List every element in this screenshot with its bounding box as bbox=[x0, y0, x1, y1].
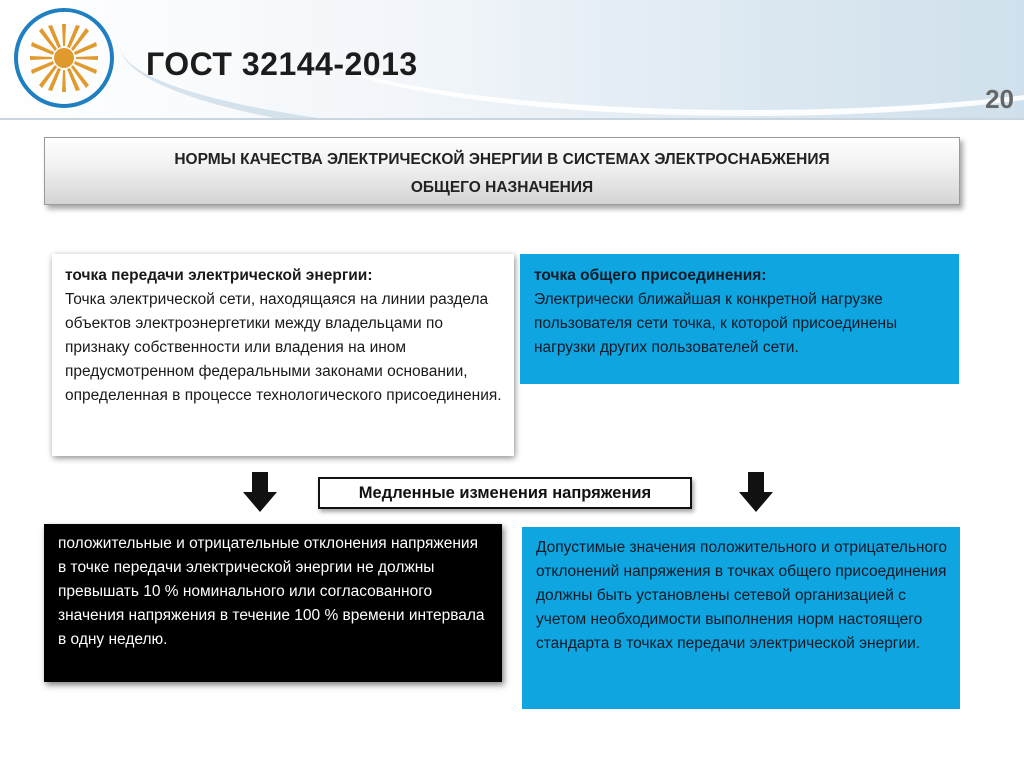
common-coupling-requirement: Допустимые значения положительного и отрицательного отклонений напряжения в точках общего присоединения должны быть установлены сетевой организацией с учетом необходимости выполнения норм настоящего стандарта в точках передачи электрической энергии. bbox=[522, 527, 960, 709]
page-title: ГОСТ 32144-2013 bbox=[146, 46, 418, 82]
slow-voltage-changes-label: Медленные изменения напряжения bbox=[318, 477, 692, 509]
common-coupling-definition bbox=[520, 254, 959, 384]
sun-logo-icon bbox=[12, 6, 116, 110]
section-heading bbox=[44, 137, 960, 205]
arrow-down-icon bbox=[243, 472, 277, 512]
common-coupling-term: точка общего присоединения: bbox=[534, 267, 767, 284]
transfer-point-text: Точка электрической сети, находящаяся на линии раздела объектов электроэнергетики между владельцами по признаку собственности или владения на ином предусмотренном федеральными законами основании, определенная в процессе технологического присоединения. bbox=[65, 291, 502, 404]
section-heading-line2: ОБЩЕГО НАЗНАЧЕНИЯ bbox=[410, 179, 594, 196]
header-divider bbox=[0, 118, 1024, 120]
section-heading-line1: НОРМЫ КАЧЕСТВА ЭЛЕКТРИЧЕСКОЙ ЭНЕРГИИ В СИСТЕМАХ ЭЛЕКТРОСНАБЖЕНИЯ bbox=[174, 151, 830, 168]
common-coupling-text: Электрически ближайшая к конкретной нагрузке пользователя сети точка, к которой присоединены нагрузки других пользователей сети. bbox=[534, 291, 898, 356]
arrow-down-icon bbox=[739, 472, 773, 512]
page-number: 20 bbox=[985, 84, 1014, 114]
transfer-point-requirement: положительные и отрицательные отклонения напряжения в точке передачи электрической энергии не должны превышать 10 % номинального или согласованного значения напряжения в течение 100 % времени интервала в одну неделю. bbox=[44, 524, 502, 682]
transfer-point-term: точка передачи электрической энергии: bbox=[65, 267, 373, 284]
transfer-point-definition bbox=[52, 254, 514, 456]
